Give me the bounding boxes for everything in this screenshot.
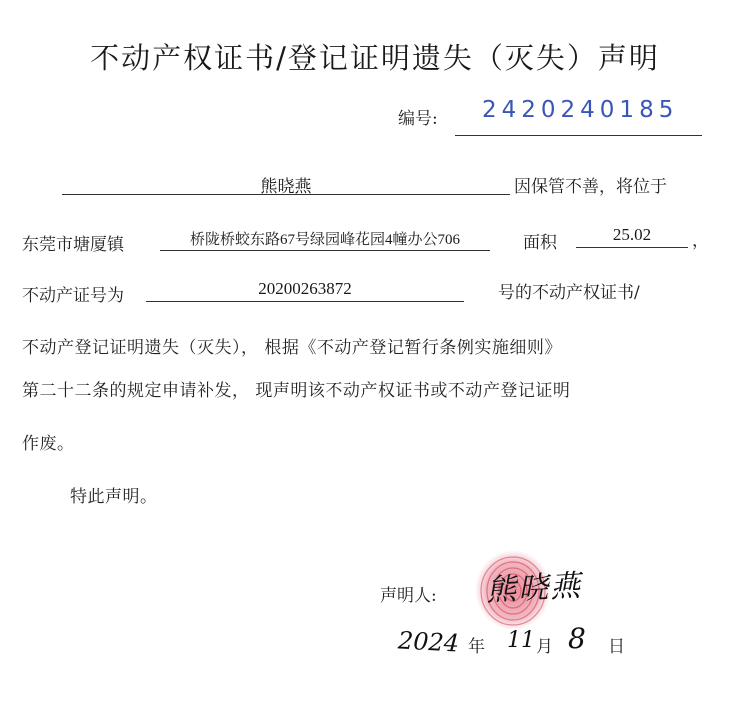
row2-comma: ， (692, 231, 709, 251)
year-label: 年 (468, 637, 485, 657)
page-title: 不动产权证书/登记证明遗失（灭失）声明 (90, 41, 660, 75)
date-year: 2024 (397, 626, 460, 658)
paragraph-line-2: 第二十二条的规定申请补发， 现声明该不动产权证书或不动产登记证明 (22, 381, 571, 401)
certificate-number: 20200263872 (146, 279, 464, 302)
handwritten-signature: 熊晓燕 (485, 568, 584, 609)
declarant-label: 声明人: (380, 586, 437, 606)
owner-name: 熊晓燕 (62, 172, 510, 195)
serial-number: 2420240185 (482, 97, 679, 123)
paragraph-line-3: 作废。 (22, 434, 75, 454)
closing-text: 特此声明。 (70, 487, 158, 507)
area-label: 面积 (523, 233, 557, 253)
paragraph-line-1: 不动产登记证明遗失（灭失）， 根据《不动产登记暂行条例实施细则》 (22, 338, 562, 358)
row1-suffix: 因保管不善，将位于 (514, 177, 667, 197)
serial-label: 编号: (398, 109, 438, 129)
property-address: 桥陇桥蛟东路67号绿园峰花园4幢办公706 (160, 228, 490, 251)
date-month: 11 (507, 628, 535, 653)
month-label: 月 (536, 637, 553, 657)
date-day: 8 (568, 622, 586, 655)
day-label: 日 (608, 637, 625, 657)
city-text: 东莞市塘厦镇 (22, 235, 124, 255)
area-value: 25.02 (576, 225, 688, 248)
cert-prefix: 不动产证号为 (22, 286, 124, 306)
row3-suffix: 号的不动产权证书/ (498, 283, 640, 303)
